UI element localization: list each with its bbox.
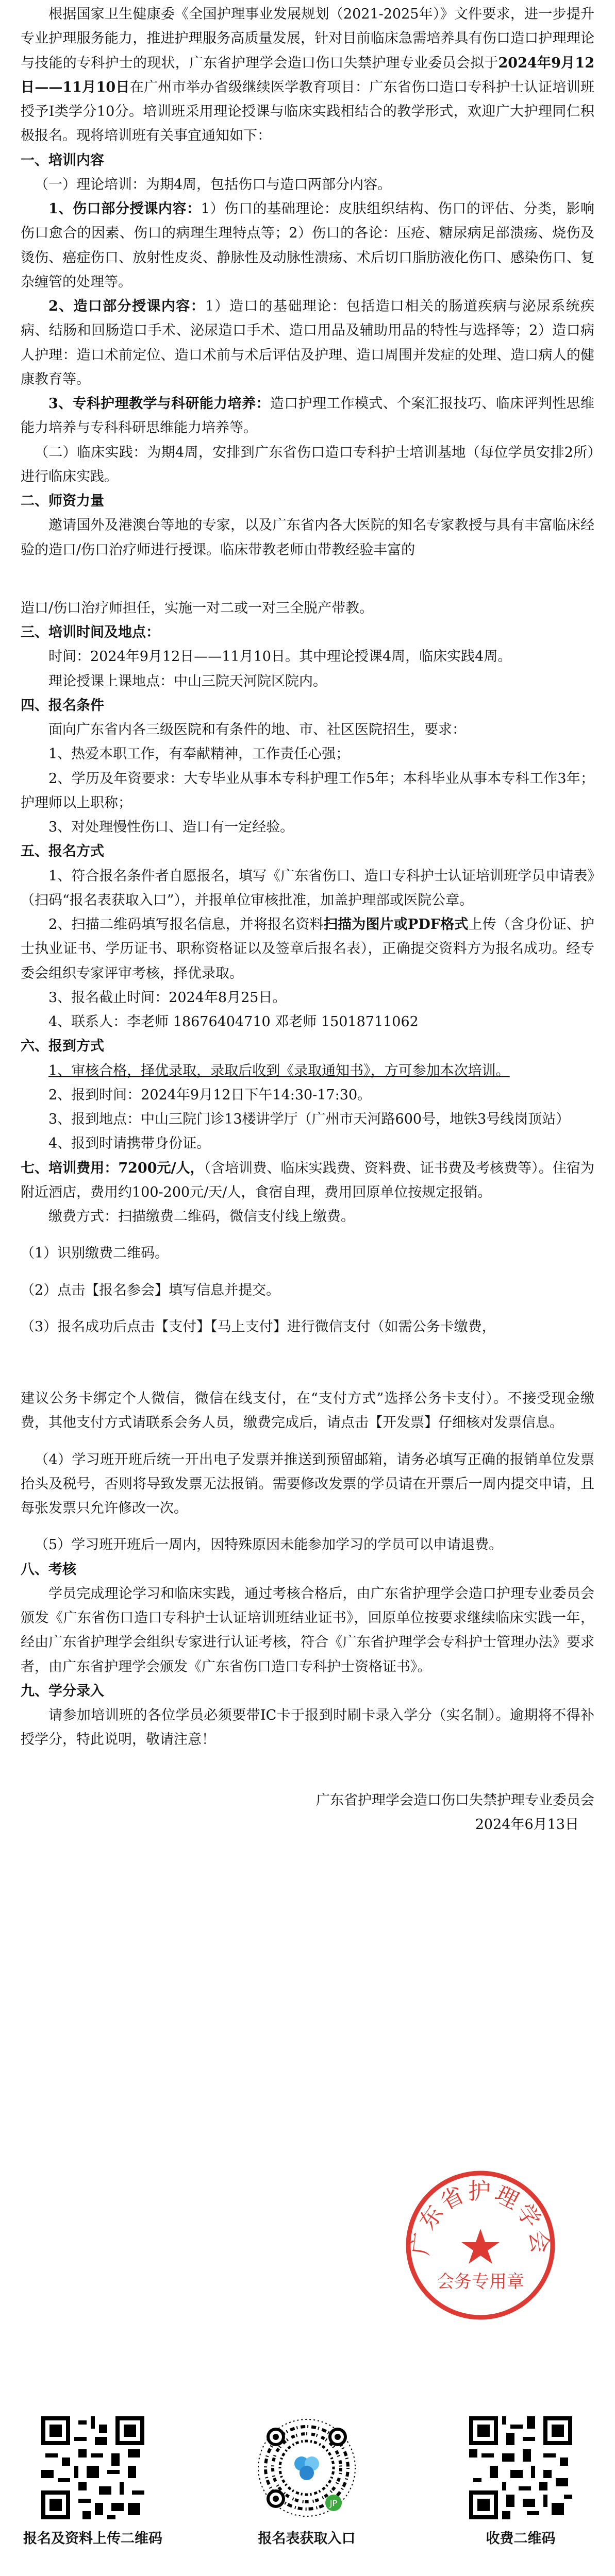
section-6-r2: 2、报到时间：2024年9月12日下午14:30-17:30。 — [48, 1087, 372, 1103]
spacer — [21, 1302, 594, 1315]
section-1-p2 — [21, 294, 594, 392]
section-7 — [21, 1156, 594, 1205]
section-2-body: 邀请国外及港澳台等地的专家，以及广东省内各大医院的知名专家教授与具有丰富临床经验的造口/伤口治疗师进行授课。临床带教老师由带教经验丰富的 — [21, 517, 594, 558]
p3-body: 造口护理工作模式、个案汇报技巧、临床评判性思维能力培养与专科科研思维能力培养等。 — [21, 396, 595, 436]
section-4-c2: 2、学历及年资要求：大专毕业从事本专科护理工作5年；本科毕业从事本专科工作3年；护理师以上职称； — [21, 770, 594, 811]
svg-text:JP: JP — [329, 2498, 338, 2508]
intro-paragraph — [21, 2, 594, 148]
section-1-p1 — [21, 197, 594, 294]
p2-head: 2、造口部分授课内容： — [48, 298, 205, 314]
p1-head: 1、伤口部分授课内容： — [48, 201, 201, 217]
qr-code-icon — [41, 2416, 144, 2519]
official-seal-icon — [403, 2168, 558, 2323]
qr-caption: 报名表获取入口 — [258, 2531, 356, 2547]
section-5-title: 五、报名方式 — [21, 843, 104, 860]
section-6-r1: 1、审核合格，择优录取，录取后收到《录取通知书》，方可参加本次培训。 — [48, 1062, 510, 1079]
qr-registration[interactable] — [23, 2416, 162, 2551]
spacer — [21, 1435, 594, 1448]
section-9-body: 请参加培训班的各位学员必须要带IC卡于报到时刷卡录入学分（实名制）。逾期将不得补授学分，特此说明，敬请注意！ — [21, 1707, 594, 1748]
mini-program-code-icon — [255, 2416, 358, 2519]
spacer — [21, 1266, 594, 1278]
intro-rest: 在广州市举办省级继续医学教育项目：广东省伤口造口专科护士认证培训班 授予Ⅰ类学分10分。培训班采用理论授课与临床实践相结合的教学形式，欢迎广大护理同仁积极报名。现将培训班有关事宜通知如下： — [21, 79, 594, 144]
section-3-place: 理论授课上课地点：中山三院天河院区院内。 — [48, 673, 327, 689]
section-6-r4: 4、报到时请携带身份证。 — [48, 1136, 211, 1152]
section-2-title: 二、师资力量 — [21, 493, 104, 509]
section-6-r3: 3、报到地点：中山三院门诊13楼讲学厅（广州市天河路600号，地铁3号线岗顶站） — [48, 1111, 570, 1127]
spacer — [21, 1229, 594, 1241]
section-1-p3 — [21, 392, 594, 440]
section-8-title: 八、考核 — [21, 1561, 76, 1578]
signature-date: 2024年6月13日 — [475, 1816, 579, 1833]
qr-application-form[interactable] — [255, 2416, 358, 2551]
section-3-time: 时间：2024年9月12日——11月10日。其中理论授课4周，临床实践4周。 — [48, 649, 512, 665]
spacer — [21, 1752, 594, 1788]
section-6-title: 六、报到方式 — [21, 1038, 104, 1055]
notice-document — [21, 2, 594, 1837]
section-4-c1: 1、热爱本职工作，有奉献精神，工作责任心强； — [48, 746, 350, 762]
section-7-step3: （3）报名成功后点击【支付】【马上支付】进行微信支付（如需公务卡缴费， — [21, 1318, 496, 1335]
section-4-title: 四、报名条件 — [21, 697, 104, 714]
section-5-m3: 3、报名截止时间：2024年8月25日。 — [48, 989, 287, 1006]
m2-a: 2、扫描二维码填写报名信息，并将报名资料 — [48, 917, 324, 933]
qr-code-icon — [469, 2416, 572, 2519]
spacer — [21, 1520, 594, 1533]
m2-c: 上传（含身份证、护士执业证书、学历证书、职称资格证以及签章后报名表），正确提交资料方为报名成功。经专委会组织专家评审考核，择优录取。 — [21, 917, 594, 981]
section-1-title: 一、培训内容 — [21, 152, 104, 168]
signature-org: 广东省护理学会造口伤口失禁护理专业委员会 — [316, 1792, 594, 1808]
section-4-intro: 面向广东省内各三级医院和有条件的地、市、社区医院招生，要求： — [48, 722, 466, 738]
spacer — [21, 1339, 594, 1386]
svg-text:广东省护理学会: 广东省护理学会 — [407, 2178, 554, 2257]
intro-text: 根据国家卫生健康委《全国护理事业发展规划（2021-2025年）》文件要求，进一步提升专业护理服务能力，推进护理服务高质量发展，针对目前临床急需培养具有伤口造口护理理论与技能的专科护士的现状，广东省护理学会造口伤口失禁护理专业委员会拟于 — [21, 6, 594, 71]
spacer — [21, 562, 594, 596]
qr-payment[interactable] — [469, 2416, 572, 2551]
svg-text:会务专用章: 会务专用章 — [437, 2272, 524, 2292]
section-7-step1: （1）识别缴费二维码。 — [21, 1245, 169, 1262]
section-7-pay: 缴费方式：扫描缴费二维码，微信支付线上缴费。 — [48, 1209, 355, 1225]
section-7-title: 七、培训费用：7200元/人， — [21, 1160, 204, 1176]
section-7-step2: （2）点击【报名参会】填写信息并提交。 — [21, 1282, 280, 1298]
section-9-title: 九、学分录入 — [21, 1683, 104, 1699]
section-7-step5: （5）学习班开班后一周内，因特殊原因未能参加学习的学员可以申请退费。 — [35, 1537, 503, 1553]
section-4-c3: 3、对处理慢性伤口、造口有一定经验。 — [48, 819, 294, 835]
p3-head: 3、专科护理教学与科研能力培养： — [48, 396, 270, 412]
section-7-step3b: 建议公务卡绑定个人微信，微信在线支付，在“支付方式”选择公务卡支付）。不接受现金缴费，其他支付方式请联系会务人员，缴费完成后，请点击【开发票】仔细核对发票信息。 — [21, 1391, 594, 1431]
qr-code-row — [21, 2416, 594, 2561]
p2-body: 1）造口的基础理论：包括造口相关的肠道疾病与泌尿系统疾病、结肠和回肠造口手术、泌尿造口手术、造口用品及辅助用品的特性与选择等；2）造口病人护理：造口术前定位、造口术前与术后评估及护理、造口周围并发症的处理、造口病人的健康教育等。 — [21, 298, 594, 387]
section-8-body: 学员完成理论学习和临床实践，通过考核合格后，由广东省护理学会造口护理专业委员会颁发《广东省伤口造口专科护士认证培训班结业证书》，回原单位按要求继续临床实践一年，经由广东省护理学会组织专家进行认证考核，符合《广东省护理学会专科护士管理办法》要求者，由广东省护理学会颁发《广东省伤口造口专科护士资格证书》。 — [21, 1585, 594, 1675]
section-5-m4: 4、联系人：李老师 18676404710 邓老师 15018711062 — [48, 1014, 419, 1030]
section-1-sub2: （二）临床实践：为期4周，安排到广东省伤口造口专科护士培训基地（每位学员安排2所）进行临床实践。 — [21, 444, 594, 485]
p1-body: 1）伤口的基础理论：皮肤组织结构、伤口的评估、分类，影响伤口愈合的因素、伤口的病理生理特点等；2）伤口的各论：压疮、糖尿病足部溃疡、烧伤及烫伤、癌症伤口、放射性皮炎、静脉性及动脉性溃疡、术后切口脂肪液化伤口、感染伤口、复杂缠管的处理等。 — [21, 201, 594, 290]
section-5-m1: 1、符合报名条件者自愿报名，填写《广东省伤口、造口专科护士认证培训班学员申请表》（扫码“报名表获取入口”），并报单位审核批准，加盖护理部或医院公章。 — [21, 868, 594, 908]
intro-date: 2024年9月12日——11月10日 — [21, 55, 595, 95]
section-7-body: （含培训费、临床实践费、资料费、证书费及考核费等）。住宿为附近酒店，费用约100-200元/天/人，食宿自理，费用回原单位按规定报销。 — [21, 1160, 594, 1200]
section-5-m2 — [21, 912, 594, 986]
m2-b: 扫描为图片或PDF格式 — [323, 917, 469, 933]
section-1-sub1: （一）理论培训：为期4周，包括伤口与造口两部分内容。 — [35, 176, 392, 193]
section-2-body2: 造口/伤口治疗师担任，实施一对二或一对三全脱产带教。 — [21, 600, 374, 616]
section-3-title: 三、培训时间及地点： — [21, 624, 160, 640]
section-7-step4: （4）学习班开班后统一开出电子发票并推送到预留邮箱，请务必填写正确的报销单位发票抬头及税号，否则将导致发票无法报销。需要修改发票的学员请在开票后一周内提交申请，且每张发票只允许修改一次。 — [21, 1451, 594, 1516]
qr-caption: 报名及资料上传二维码 — [23, 2531, 162, 2547]
qr-caption: 收费二维码 — [486, 2531, 556, 2547]
